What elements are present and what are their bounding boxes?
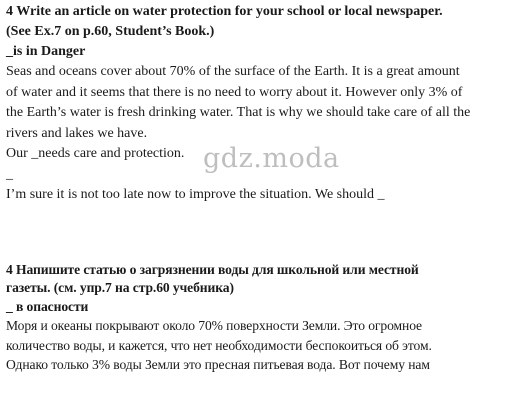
watermark-logo: gdz.moda [203,143,340,174]
english-care-line: Our _needs care and protection. [6,146,185,161]
paragraph-line: Seas and oceans cover about 70% of the surface of the Earth. It is a great amount [6,64,460,79]
english-task-title: 4 Write an article on water protection for your school or local newspaper. [6,4,443,19]
paragraph-line: the Earth’s water is fresh drinking water. That is why we should take care of all the [6,105,471,120]
english-blank-line: _ [6,166,13,182]
russian-article-heading: _ в опасности [6,298,89,314]
paragraph-line: Моря и океаны покрывают около 70% поверхности Земли. Это огромное [6,318,422,333]
russian-paragraph [6,316,526,375]
paragraph-line: of water and it seems that there is no need to worry about it. However only 3% of [6,84,463,100]
paragraph-line: количество воды, и кажется, что нет необходимости беспокоиться об этом. [6,337,432,353]
english-paragraph [6,62,526,144]
paragraph-line: Однако только 3% воды Земли это пресная питьевая вода. Вот почему нам [6,357,430,372]
english-article-heading: _is in Danger [6,44,86,59]
russian-section [6,261,526,375]
russian-task-reference: газеты. (см. упр.7 на стр.60 учебника) [6,280,234,295]
english-sure-line: I’m sure it is not too late now to improve the situation. We should _ [6,187,385,202]
russian-task-title: 4 Напишите статью о загрязнении воды для школьной или местной [6,261,419,277]
english-task-reference: (See Ex.7 on p.60, Student’s Book.) [6,24,215,39]
document-page [6,2,526,375]
english-section [6,2,526,206]
section-spacer [6,206,526,261]
paragraph-line: rivers and lakes we have. [6,125,148,141]
